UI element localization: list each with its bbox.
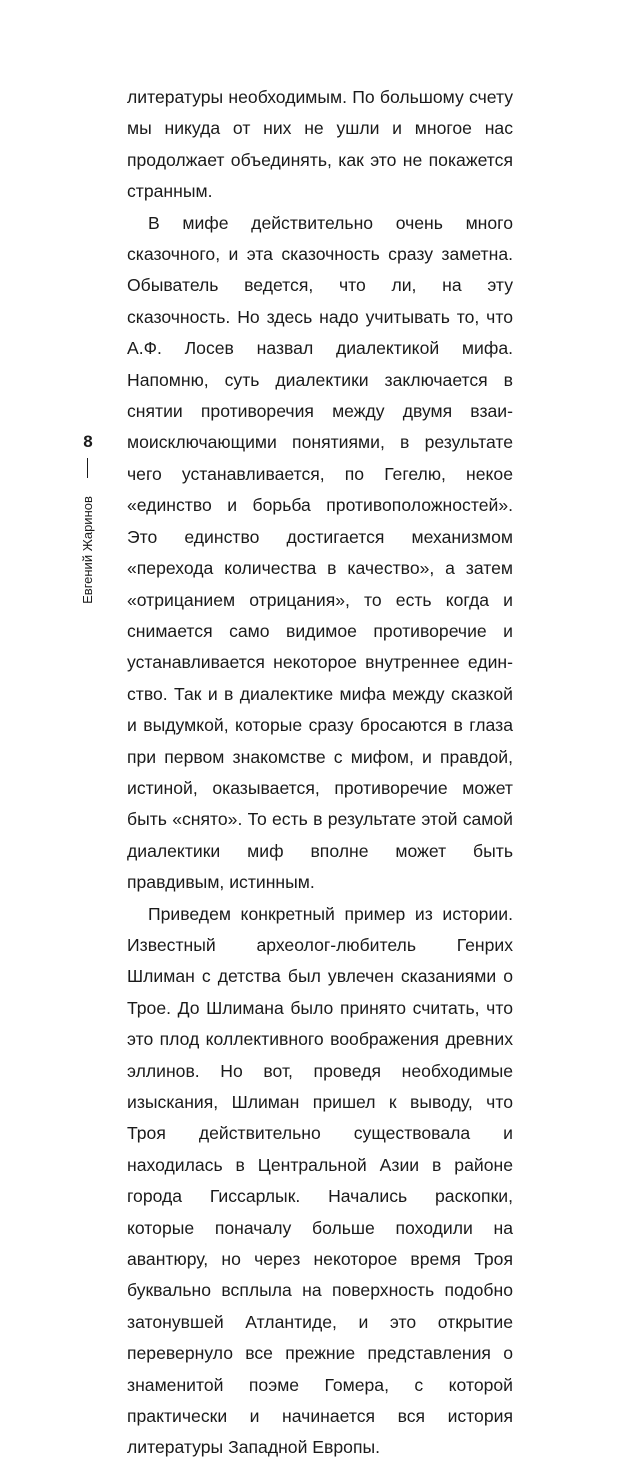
- body-text: [127, 82, 513, 1464]
- folio-divider: [87, 458, 88, 478]
- running-head-container: [76, 490, 100, 610]
- paragraph-continued: литературы необходимым. По большому счету мы никуда от них не ушли и многое нас продолжает объединять, как это не покажется странным.: [127, 87, 513, 202]
- page-number: 8: [83, 432, 93, 451]
- running-head-author: Евгений Жаринов: [80, 496, 95, 604]
- paragraph-schliemann-troy: Приведем конкретный пример из истории. Известный археолог-любитель Генрих Шлиман с детства был увлечен сказаниями о Трое. До Шлимана было принято считать, что это плод коллективного воображения древних эллинов. Но вот, проведя необходимые изыскания, Шлиман пришел к выводу, что Троя действительно существовала и находилась в Центральной Азии в районе города Гиссарлык. Начались раскопки, которые поначалу больше походили на авантюру, но через некоторое время Троя буквально всплыла на поверхность подобно затонувшей Атлантиде, и это открытие перевернуло все прежние представления о знаменитой поэме Гомера, с которой практически и начинается вся история литературы Западной Европы.: [127, 903, 513, 1458]
- paragraph-myth-dialectics: В мифе действительно очень много сказочного, и эта сказочность сразу заметна. Обыватель ведется, что ли, на эту сказочность. Но здесь надо учитывать то, что А.Ф. Лосев назвал диалектикой мифа. Напомню, суть диалектики заключается в снятии противоречия между двумя взаимоисключающими понятиями, в результате чего устанавливается, по Гегелю, некое «единство и борьба противоположностей». Это единство достигается механизмом «перехода количества в качество», а затем «отрицанием отрицания», то есть когда и снимается само видимое противоречие и устанавливается некоторое внутреннее единство. Так и в диалектике мифа между сказкой и выдумкой, которые сразу бросаются в глаза при первом знакомстве с мифом, и правдой, истиной, оказывается, противоречие может быть «снято». То есть в результате этой самой диалектики миф вполне может быть правдивым, истинным.: [127, 212, 513, 893]
